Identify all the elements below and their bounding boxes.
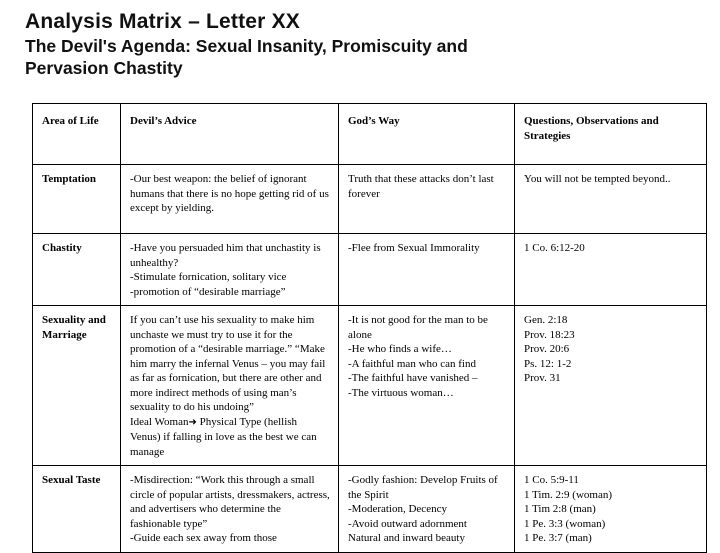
header-questions: Questions, Observations and Strategies: [515, 104, 707, 165]
questions-line: Prov. 31: [524, 372, 561, 384]
advice-cell: [121, 234, 339, 306]
questions-line: Ps. 12: 1-2: [524, 357, 572, 370]
advice-line: -promotion of “desirable marriage”: [130, 285, 286, 298]
advice-line: If you can’t use his sexuality to make him unchaste we must try to use it for the promotion of a “desirable marriage.” “Make him marry the infernal Venus – you may fail as far as fornication, but there are other and more indirect methods of using man’s sexuality to do his undoing”: [130, 314, 329, 413]
table-row: [33, 165, 707, 234]
questions-line: You will not be tempted beyond..: [524, 173, 671, 185]
arrow-right-icon: ➜: [188, 416, 197, 428]
area-cell: Sexuality and Marriage: [33, 306, 121, 466]
questions-line: 1 Pe. 3:7 (man): [524, 532, 592, 544]
questions-cell: [515, 165, 707, 234]
gods-way-line: -The virtuous woman…: [348, 386, 454, 399]
questions-line: 1 Tim 2:8 (man): [524, 503, 596, 515]
title-block: [25, 8, 715, 79]
gods-way-line: -Flee from Sexual Immorality: [348, 242, 480, 254]
gods-way-line: Natural and inward beauty: [348, 532, 465, 544]
table-row: [33, 306, 707, 466]
questions-cell: [515, 306, 707, 466]
gods-way-cell: [339, 306, 515, 466]
gods-way-cell: [339, 165, 515, 234]
advice-line: -Have you persuaded him that unchastity is unhealthy?: [130, 242, 324, 269]
table-row: [33, 466, 707, 553]
questions-cell: [515, 234, 707, 306]
questions-line: Gen. 2:18: [524, 314, 568, 326]
advice-cell: [121, 466, 339, 553]
advice-after-arrow-text: Physical Type (hellish Venus) if falling in love as the best we can manage: [130, 415, 320, 458]
gods-way-line: -Moderation, Decency: [348, 503, 447, 515]
page-title: Analysis Matrix – Letter XX: [25, 10, 301, 33]
advice-cell: [121, 306, 339, 466]
page-subtitle-line-1: The Devil's Agenda: Sexual Insanity, Promiscuity and: [25, 36, 468, 56]
questions-line: 1 Tim. 2:9 (woman): [524, 488, 613, 501]
advice-line: -Guide each sex away from those: [130, 532, 277, 544]
gods-way-line: -Avoid outward adornment: [348, 517, 467, 530]
area-cell: Chastity: [33, 234, 121, 306]
header-devils-advice: Devil’s Advice: [121, 104, 339, 165]
area-cell: Sexual Taste: [33, 466, 121, 553]
questions-line: 1 Pe. 3:3 (woman): [524, 517, 606, 530]
questions-cell: [515, 466, 707, 553]
page-subtitle-line-2: Pervasion Chastity: [25, 58, 183, 78]
advice-line-ideal: [130, 415, 330, 460]
questions-line: Prov. 18:23: [524, 328, 575, 341]
gods-way-line: -It is not good for the man to be alone: [348, 314, 491, 341]
questions-line: Prov. 20:6: [524, 343, 570, 355]
table-row: [33, 234, 707, 306]
advice-line: -Stimulate fornication, solitary vice: [130, 271, 287, 283]
questions-line: 1 Co. 6:12-20: [524, 242, 585, 254]
gods-way-cell: [339, 234, 515, 306]
advice-line: -Our best weapon: the belief of ignorant humans that there is no hope getting rid of us except by yielding.: [130, 173, 332, 214]
header-gods-way: God’s Way: [339, 104, 515, 165]
area-cell: Temptation: [33, 165, 121, 234]
analysis-matrix-table: [32, 103, 707, 553]
gods-way-line: -He who finds a wife…: [348, 343, 452, 355]
questions-line: 1 Co. 5:9-11: [524, 474, 579, 486]
gods-way-line: Truth that these attacks don’t last forever: [348, 173, 497, 200]
advice-line: -Misdirection: “Work this through a small circle of popular artists, dressmakers, actress, and advertisers who determine the fashionable type”: [130, 474, 333, 530]
gods-way-line: -The faithful have vanished –: [348, 372, 478, 384]
header-area-of-life: Area of Life: [33, 104, 121, 165]
gods-way-line: -Godly fashion: Develop Fruits of the Spirit: [348, 474, 501, 501]
gods-way-cell: [339, 466, 515, 553]
gods-way-line: -A faithful man who can find: [348, 357, 476, 370]
advice-cell: [121, 165, 339, 234]
advice-ideal-text: Ideal Woman: [130, 415, 189, 428]
table-header-row: [33, 104, 707, 165]
